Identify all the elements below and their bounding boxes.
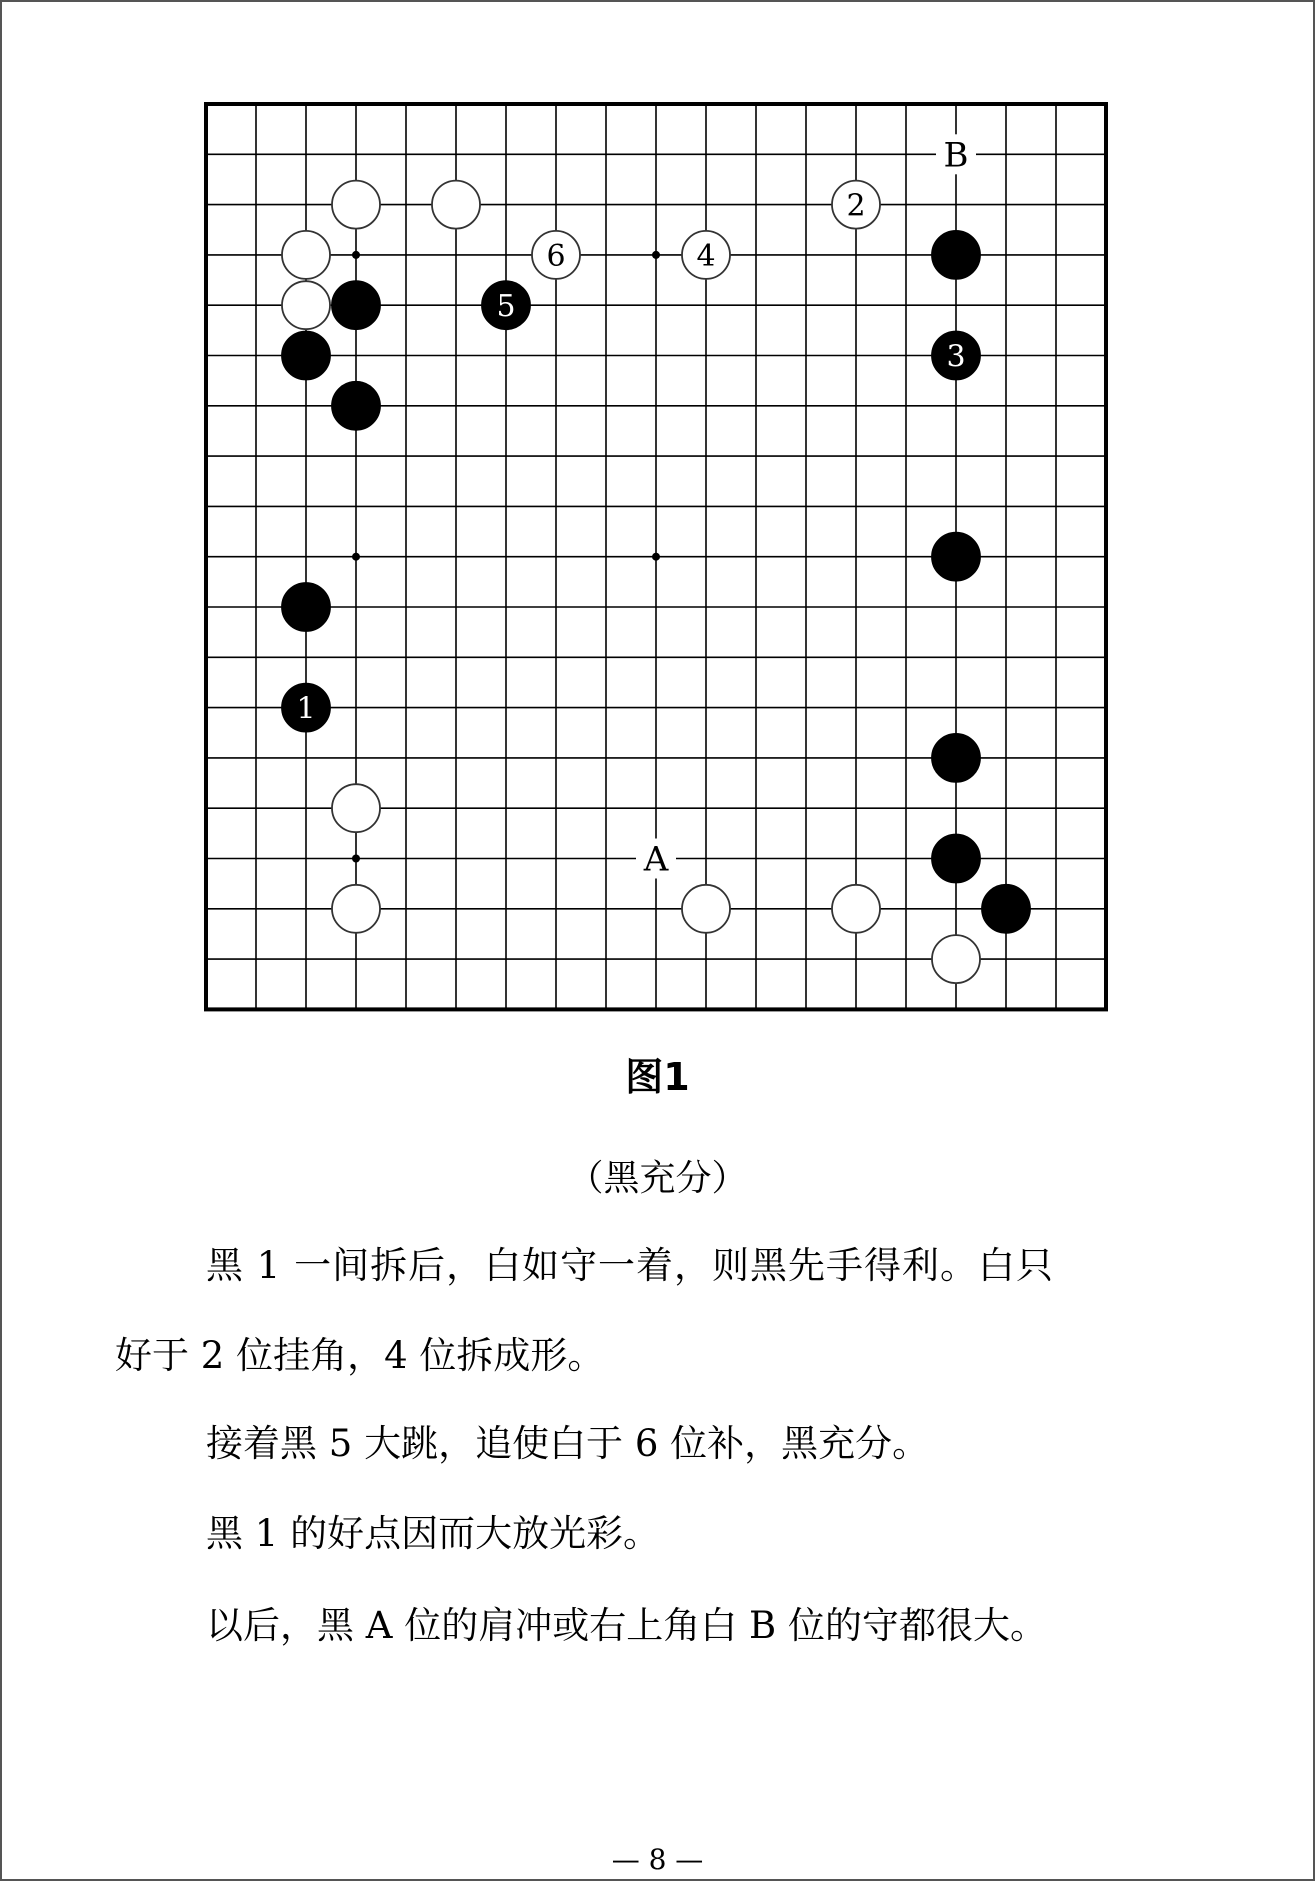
black-stone [932, 231, 980, 279]
black-stone [982, 885, 1030, 933]
move-number: 6 [546, 238, 566, 274]
star-point [352, 251, 360, 259]
black-stone [932, 835, 980, 883]
white-stone [282, 281, 330, 329]
subtitle: （黑充分） [567, 1158, 748, 1199]
star-point [652, 553, 660, 561]
black-stone [282, 583, 330, 631]
white-stone [682, 885, 730, 933]
star-point [352, 855, 360, 863]
position-marker-a: A [643, 839, 669, 880]
black-stone [932, 734, 980, 782]
paragraph-line: 接着黑 5 大跳，追使白于 6 位补，黑充分。 [206, 1422, 930, 1465]
black-stone [282, 332, 330, 380]
white-stone [832, 885, 880, 933]
move-number: 5 [496, 289, 516, 325]
paragraph-line: 黑 1 的好点因而大放光彩。 [206, 1512, 661, 1555]
black-stone [332, 281, 380, 329]
paragraph-line: 好于 2 位挂角，4 位拆成形。 [115, 1334, 605, 1377]
white-stone [332, 181, 380, 229]
page-number: — 8 — [611, 1843, 704, 1876]
black-stone [332, 382, 380, 430]
star-point [652, 251, 660, 259]
move-number: 4 [696, 238, 716, 274]
white-stone [332, 885, 380, 933]
move-number: 3 [946, 339, 966, 375]
paragraph-line: 以后，黑 A 位的肩冲或右上角白 B 位的守都很大。 [206, 1604, 1047, 1647]
paragraph-line: 黑 1 一间拆后，白如守一着，则黑先手得利。白只 [206, 1244, 1055, 1287]
black-stone [932, 533, 980, 581]
move-number: 2 [846, 188, 866, 224]
star-point [352, 553, 360, 561]
white-stone [332, 784, 380, 832]
white-stone [432, 181, 480, 229]
move-number: 1 [296, 691, 316, 727]
white-stone [932, 935, 980, 983]
figure-caption: 图1 [625, 1055, 690, 1099]
white-stone [282, 231, 330, 279]
position-marker-b: B [943, 135, 969, 176]
